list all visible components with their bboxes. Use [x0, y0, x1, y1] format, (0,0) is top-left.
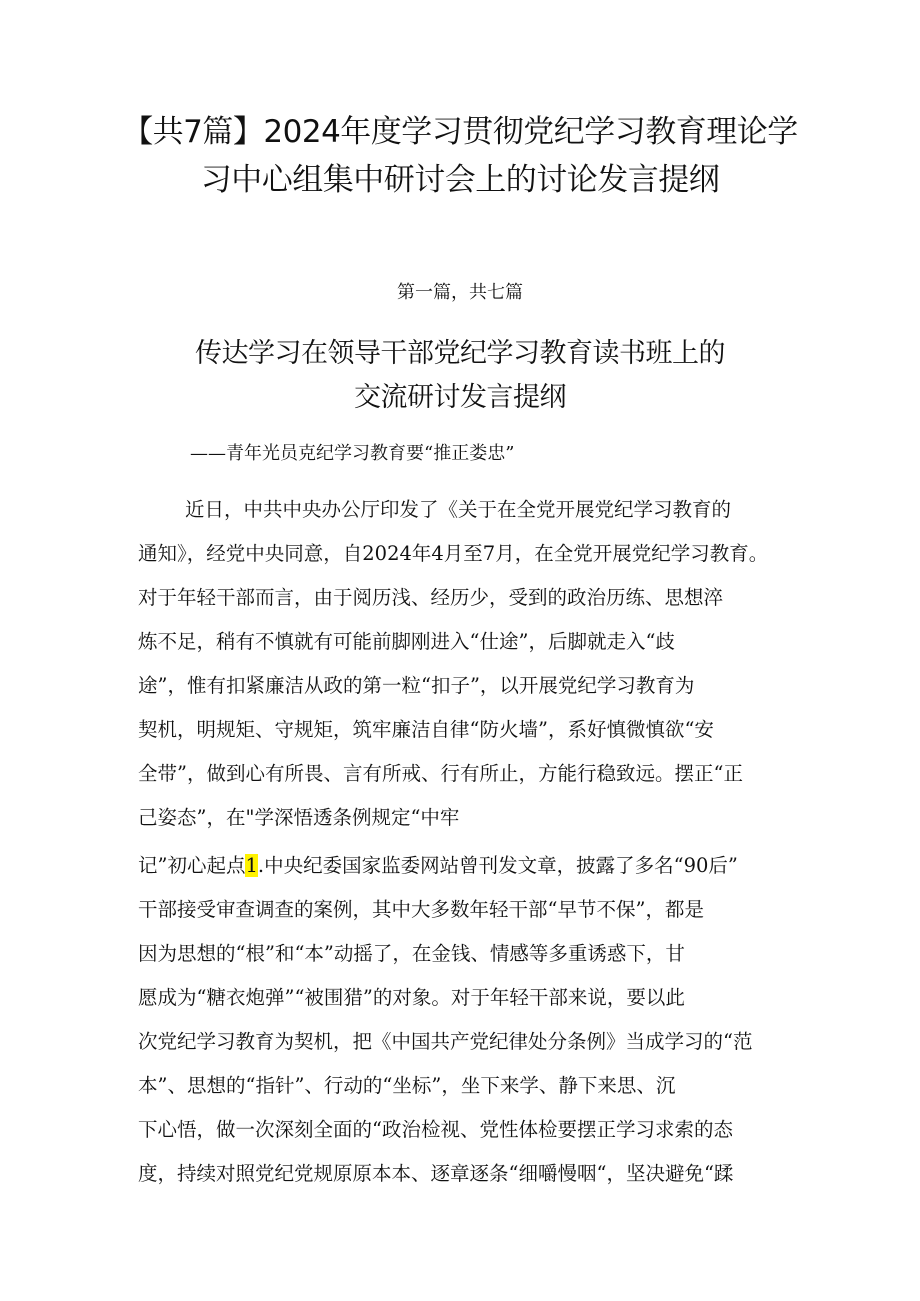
body-line: 契机，明规矩、守规矩，筑牢廉洁自律“防火墙”，系好慎微慎欲“安 — [138, 718, 714, 741]
part-label: 第一篇，共七篇 — [397, 282, 523, 303]
body-line: 炼不足，稍有不慎就有可能前脚刚进入“仕途”，后脚就走入“歧 — [138, 630, 675, 653]
body-line: 下心悟，做一次深刻全面的“政治检视、党性体检要摆正学习求索的态 — [138, 1118, 733, 1141]
body-line-highlighted — [138, 851, 738, 881]
body-text-segment: .中央纪委国家监委网站曾刊发文章，披露了多名“90后” — [257, 854, 738, 877]
body-line: 途”，惟有扣紧廉洁从政的第一粒“扣子”，以开展党纪学习教育为 — [138, 674, 695, 697]
body-line: 己姿态”，在"学深悟透条例规定“中牢 — [138, 806, 460, 829]
body-line: 近日，中共中央办公厅印发了《关于在全党开展党纪学习教育的 — [185, 498, 732, 521]
body-line: 干部接受审查调查的案例，其中大多数年轻干部“早节不保”，都是 — [138, 898, 704, 921]
body-line: 对于年轻干部而言，由于阅历浅、经历少，受到的政治历练、思想淬 — [138, 586, 724, 609]
article-title-line-1: 传达学习在领导干部党纪学习教育读书班上的 — [195, 338, 725, 369]
highlight-mark: 1 — [245, 854, 258, 877]
body-text-segment: 记”初心起点 — [138, 854, 246, 877]
body-line: 因为思想的“根”和“本”动摇了，在金钱、情感等多重诱惑下，甘 — [138, 942, 685, 965]
dash-subtitle: ——青年光员克纪学习教育要“推正娄忠” — [190, 443, 515, 464]
document-title-line-1: 【共7篇】2024年度学习贯彻党纪学习教育理论学 — [122, 114, 798, 150]
article-title — [120, 332, 800, 420]
body-line: 本”、思想的“指针”、行动的“坐标”，坐下来学、静下来思、沉 — [138, 1074, 676, 1097]
article-title-line-2: 交流研讨发言提纲 — [354, 382, 566, 413]
body-line: 愿成为“糖衣炮弹”“被围猎”的对象。对于年轻干部来说，要以此 — [138, 986, 685, 1009]
document-title-line-2: 习中心组集中研讨会上的讨论发言提纲 — [200, 162, 720, 198]
body-line: 度，持续对照党纪党规原原本本、逐章逐条“细嚼慢咽“，坚决避免“蹂 — [138, 1162, 734, 1185]
body-line: 次党纪学习教育为契机，把《中国共产党纪律处分条例》当成学习的“范 — [138, 1030, 753, 1053]
document-title — [100, 108, 820, 204]
body-line: 通知》，经党中央同意，自2024年4月至7月，在全党开展党纪学习教育。 — [138, 542, 769, 565]
body-line: 全带”，做到心有所畏、言有所戒、行有所止，方能行稳致远。摆正“正 — [138, 762, 743, 785]
